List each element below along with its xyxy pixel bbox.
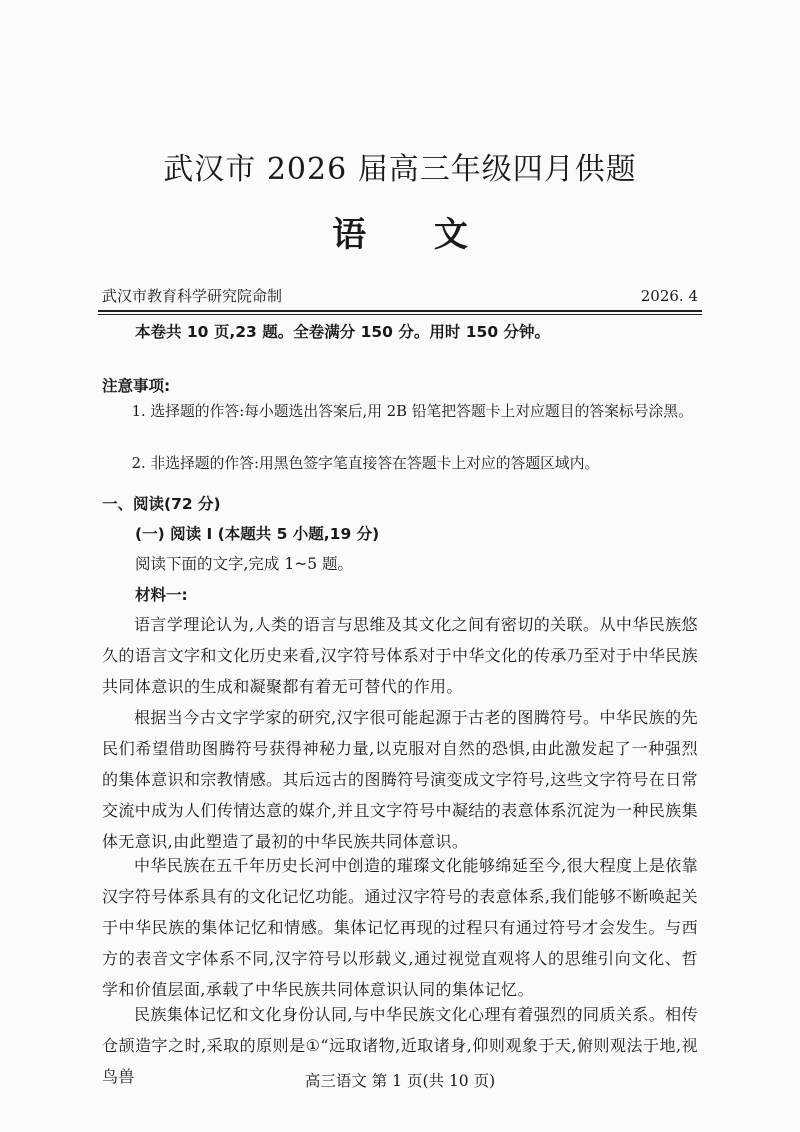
subsection-heading: (一) 阅读 I (本题共 5 小题,19 分)	[135, 525, 380, 543]
exam-date: 2026. 4	[640, 287, 698, 305]
meta-row	[102, 283, 698, 309]
exam-summary: 本卷共 10 页,23 题。全卷满分 150 分。用时 150 分钟。	[135, 323, 551, 341]
reading-instruction: 阅读下面的文字,完成 1~5 题。	[135, 555, 353, 573]
footnote-marker: ①	[305, 1036, 321, 1055]
paragraph-text: 民族集体记忆和文化身份认同,与中华民族文化心理有着强烈的同质关系。相传仓颉造字之时,采取的原则是	[102, 1005, 698, 1055]
issuer: 武汉市教育科学研究院命制	[102, 287, 283, 305]
section-heading: 一、阅读(72 分)	[102, 495, 221, 513]
header-rule-thin	[98, 314, 702, 315]
paragraph: 根据当今古文字学家的研究,汉字很可能起源于古老的图腾符号。中华民族的先民们希望借助图腾符号获得神秘力量,以克服对自然的恐惧,由此激发起了一种强烈的集体意识和宗教情感。其后远古的图腾符号演变成文字符号,这些文字符号在日常交流中成为人们传情达意的媒介,并且文字符号中凝结的表意体系沉淀为一种民族集体无意识,由此塑造了最初的中华民族共同体意识。	[102, 708, 698, 851]
notice-heading: 注意事项:	[102, 377, 171, 395]
notice-item: 1. 选择题的作答:每小题选出答案后,用 2B 铅笔把答题卡上对应题目的答案标号涂黑。	[131, 403, 693, 420]
paragraph-text: “远取诸物,近取诸身,仰则观象于天,俯则观法于地,视鸟兽	[102, 1036, 698, 1086]
paragraph: 中华民族在五千年历史长河中创造的璀璨文化能够绵延至今,很大程度上是依靠汉字符号体系具有的文化记忆功能。通过汉字符号的表意体系,我们能够不断唤起关于中华民族的集体记忆和情感。集体记忆再现的过程只有通过符号才会发生。与西方的表音文字体系不同,汉字符号以形载义,通过视觉直观将人的思维引向文化、哲学和价值层面,承载了中华民族共同体意识认同的集体记忆。	[102, 856, 698, 999]
material-label: 材料一:	[135, 586, 188, 604]
exam-title: 武汉市 2026 届高三年级四月供题	[163, 152, 637, 187]
subject-title: 语 文	[332, 215, 496, 255]
paragraph: 语言学理论认为,人类的语言与思维及其文化之间有密切的关联。从中华民族悠久的语言文字和文化历史来看,汉字符号体系对于中华文化的传承乃至对于中华民族共同体意识的生成和凝聚都有着无可替代的作用。	[102, 615, 698, 696]
header-rule-thick	[98, 310, 702, 312]
notice-item: 2. 非选择题的作答:用黑色签字笔直接答在答题卡上对应的答题区域内。	[131, 455, 600, 472]
page-footer: 高三语文 第 1 页(共 10 页)	[304, 1072, 496, 1090]
